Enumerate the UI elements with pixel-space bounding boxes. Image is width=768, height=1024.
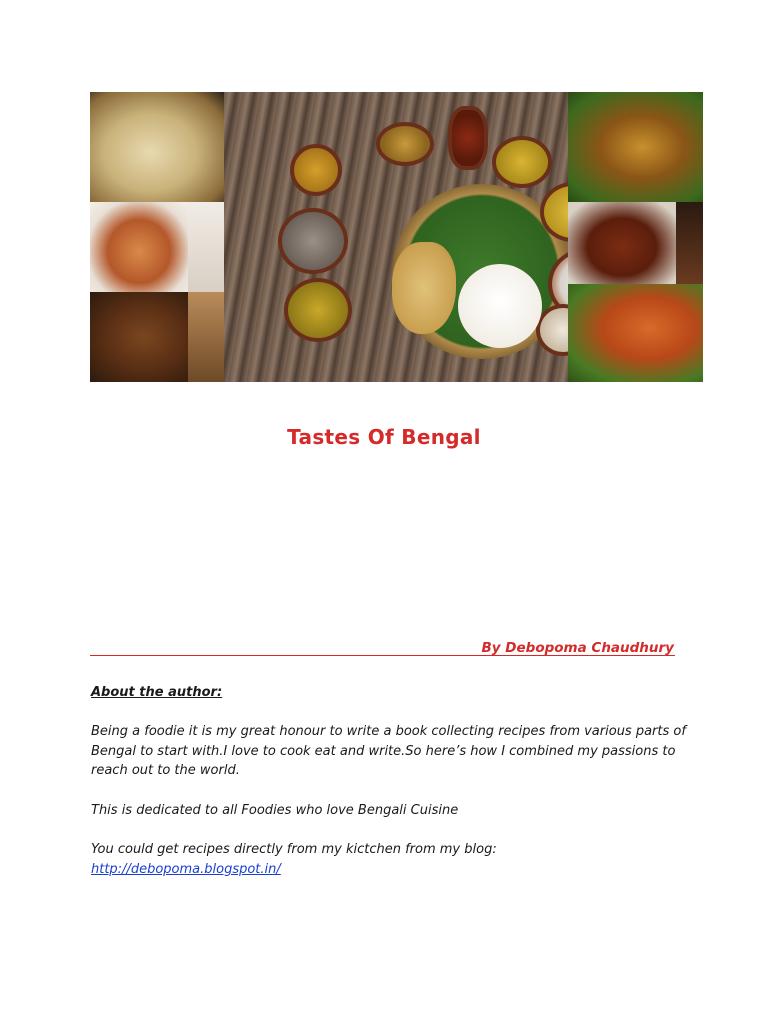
bowl-curry <box>376 122 434 166</box>
bowl-yellow-curry <box>492 136 552 188</box>
collage-tile-prawn-fry <box>568 284 703 382</box>
dedication-paragraph: This is dedicated to all Foodies who love Bengali Cuisine <box>91 803 459 818</box>
collage-tile-kosha <box>568 202 676 284</box>
bowl-green-dal <box>284 278 352 342</box>
cup-clay <box>448 106 488 170</box>
collage-tile-thali <box>224 92 568 382</box>
food-collage <box>90 92 703 382</box>
collage-tile-dark-edge <box>676 202 703 284</box>
book-title: Tastes Of Bengal <box>287 425 481 449</box>
bowl-dal <box>290 144 342 196</box>
bowl-prawns <box>278 208 348 274</box>
collage-tile-fried-chicken <box>90 202 188 292</box>
blog-paragraph <box>91 840 691 879</box>
collage-tile-side <box>188 292 224 382</box>
papad <box>392 242 456 334</box>
collage-tile-fried-fish <box>568 92 703 202</box>
rice-mound <box>458 264 542 348</box>
blog-intro-text: You could get recipes directly from my kictchen from my blog: <box>91 842 497 857</box>
author-byline: By Debopoma Chaudhury <box>481 640 674 656</box>
blog-link[interactable]: http://debopoma.blogspot.in/ <box>91 861 281 877</box>
collage-tile-mutton <box>90 292 198 382</box>
collage-tile-curry <box>90 92 224 202</box>
collage-tile-plate-edge <box>188 202 224 292</box>
title-divider <box>90 655 675 656</box>
about-heading: About the author: <box>91 685 223 700</box>
about-paragraph: Being a foodie it is my great honour to write a book collecting recipes from various parts of Bengal to start with.I love to cook eat and write.So here’s how I combined my passions to reach out to the world. <box>91 724 686 778</box>
